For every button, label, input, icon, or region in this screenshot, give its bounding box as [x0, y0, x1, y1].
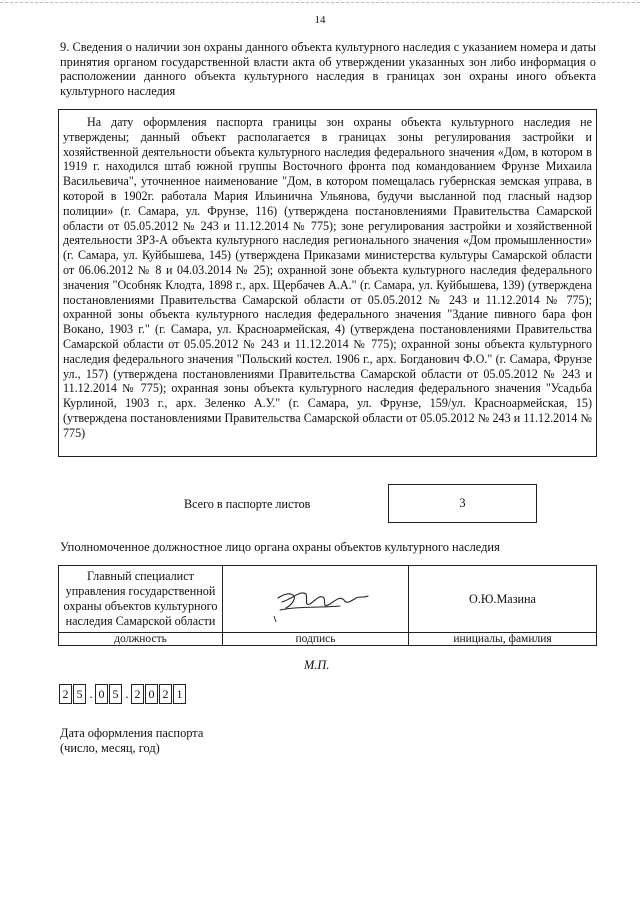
sheets-count-label: Всего в паспорте листов [184, 497, 311, 511]
top-dashed-rule [0, 2, 640, 3]
stamp-placeholder: М.П. [304, 658, 330, 672]
date-separator: . [125, 686, 129, 701]
authorized-official-line: Уполномоченное должностное лицо органа охраны объектов культурного наследия [60, 540, 500, 554]
date-year-digit-2: 0 [145, 684, 158, 704]
date-year-digit-4: 1 [173, 684, 186, 704]
sheets-count-box [388, 484, 537, 523]
caption-name: инициалы, фамилия [409, 633, 597, 646]
official-name: О.Ю.Мазина [469, 591, 536, 606]
date-day-digit-2: 5 [73, 684, 86, 704]
date-boxes [59, 684, 187, 706]
sheets-count-value: 3 [459, 496, 466, 510]
zones-info-box [58, 109, 597, 457]
handwritten-signature [260, 576, 385, 624]
zones-info-text: На дату оформления паспорта границы зон охраны объекта культурного наследия не утверждены; данный объект располагается в границах зоны регулирования застройки и хозяйственной деятельности объекта культурного наследия федерального значения «Дом, в котором в 1919 г. находился штаб южной группы Восточного фронта под командованием Фрунзе Михаила Васильевича", уточненное наименование "Дом, в котором помещалась губернская земская управа, в которой в 1902г. работала Мария Ильинична Ульянова, будучи высланной под гласный надзор полиции» (г. Самара, ул. Фрунзе, 116) (утверждена постановлениями Правительства Самарской области от 05.05.2012 № 243 и 11.12.2014 № 775); зоне регулирования застройки и хозяйственной деятельности ЗРЗ-А объекта культурного наследия регионального значения «Дом промышленности» (г. Самара, ул. Куйбышева, 145) (утверждена Приказами министерства культуры Самарской области от 06.06.2012 № 8 и 04.03.2014 № 25); охранной зоне объекта культурного наследия федерального значения "Особняк Клодта, 1898 г., арх. Щербачев А.А." (г. Самара, ул. Куйбышева, 139) (утверждена постановлениями Правительства Самарской области от 05.05.2012 № 243 и 11.12.2014 № 775); охранной зоны объекта культурного наследия федерального значения "Здание пивного бара фон Вокано, 1903 г." (г. Самара, ул. Красноармейская, 4) (утверждена постановлениями Правительства Самарской области от 05.05.2012 № 243 и 11.12.2014 № 775); охранной зоны объекта культурного наследия федерального значения "Польский костел. 1906 г., арх. Богданович Ф.О." (г. Самара, Фрунзе ул., 157) (утверждена постановлениями Правительства Самарской области от 05.05.2012 № 243 и 11.12.2014 № 775); охранная зоны объекта культурного наследия федерального значения "Усадьба Курлиной, 1903 г., арх. Зеленко А.У." (г. Самара, ул. Фрунзе, 159/ул. Красноармейская, 15) (утверждена постановлениями Правительства Самарской области от 05.05.2012 № 243 и 11.12.2014 № 775) [63, 115, 592, 440]
date-month-digit-1: 0 [95, 684, 108, 704]
date-separator: . [89, 686, 93, 701]
date-label-line1: Дата оформления паспорта [60, 726, 204, 740]
position-text: Главный специалист управления государственной охраны объектов культурного наследия Самарской области [63, 569, 218, 628]
date-year-digit-1: 2 [131, 684, 144, 704]
section-9-heading: 9. Сведения о наличии зон охраны данного объекта культурного наследия с указанием номера и даты принятия органом государственной власти акта об утверждении указанных зон либо информация о расположении данного объекта культурного наследия в границах зон охраны иного объекта культурного наследия [60, 40, 596, 99]
caption-position: должность [59, 633, 223, 646]
date-label [60, 726, 203, 756]
position-cell [59, 566, 223, 633]
caption-signature: подпись [223, 633, 409, 646]
date-label-line2: (число, месяц, год) [60, 741, 160, 755]
page-number: 14 [314, 14, 326, 26]
name-cell [409, 566, 597, 633]
date-day-digit-1: 2 [59, 684, 72, 704]
date-year-digit-3: 2 [159, 684, 172, 704]
date-month-digit-2: 5 [109, 684, 122, 704]
